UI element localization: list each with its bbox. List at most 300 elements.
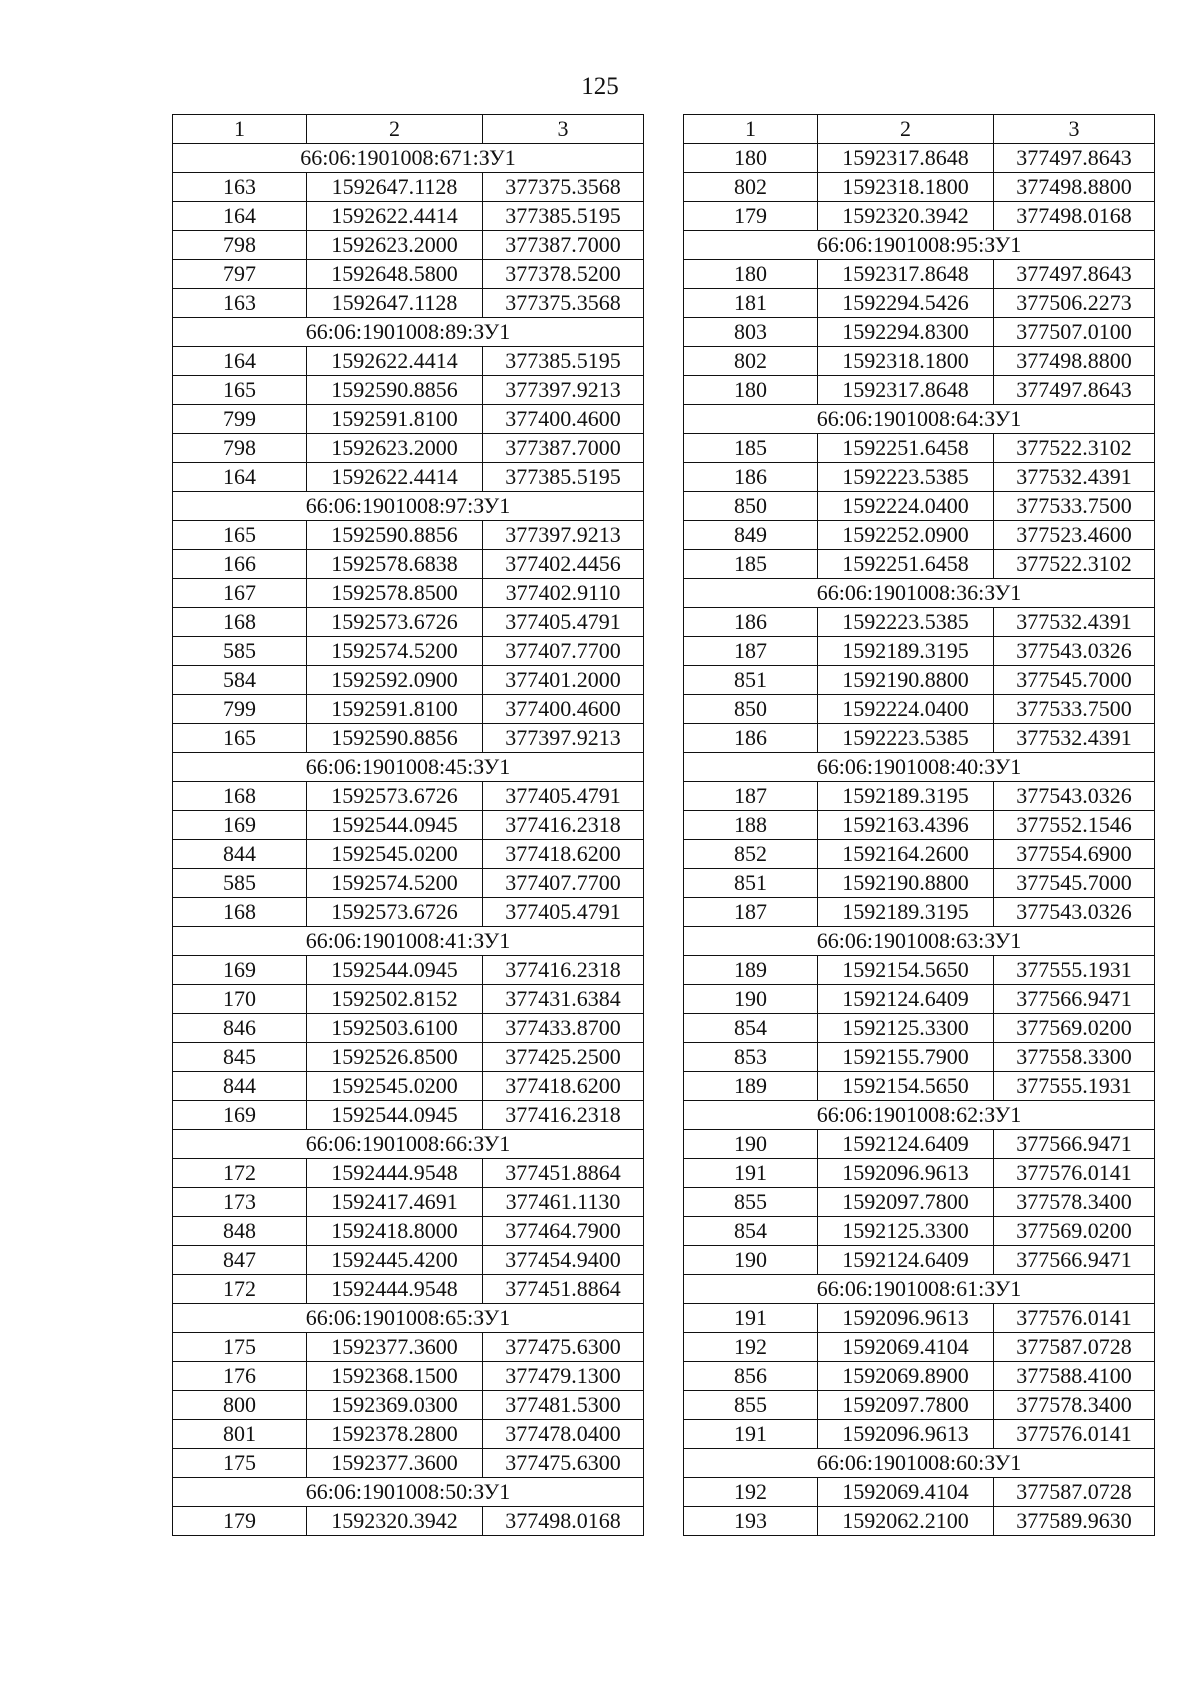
x-coordinate-cell: 1592648.5800 — [307, 260, 483, 289]
y-coordinate-cell: 377385.5195 — [483, 463, 644, 492]
table-row — [173, 405, 644, 434]
point-number-cell: 797 — [173, 260, 307, 289]
point-number-cell: 798 — [173, 434, 307, 463]
y-coordinate-cell: 377569.0200 — [994, 1217, 1155, 1246]
x-coordinate-cell: 1592124.6409 — [818, 1246, 994, 1275]
point-number-cell: 189 — [684, 1072, 818, 1101]
point-number-cell: 164 — [173, 347, 307, 376]
y-coordinate-cell: 377532.4391 — [994, 724, 1155, 753]
x-coordinate-cell: 1592224.0400 — [818, 695, 994, 724]
point-number-cell: 193 — [684, 1507, 818, 1536]
point-number-cell: 849 — [684, 521, 818, 550]
point-number-cell: 175 — [173, 1449, 307, 1478]
table-row — [684, 202, 1155, 231]
point-number-cell: 850 — [684, 695, 818, 724]
y-coordinate-cell: 377478.0400 — [483, 1420, 644, 1449]
point-number-cell: 798 — [173, 231, 307, 260]
y-coordinate-cell: 377555.1931 — [994, 1072, 1155, 1101]
parcel-id-cell: 66:06:1901008:45:ЗУ1 — [173, 753, 644, 782]
x-coordinate-cell: 1592622.4414 — [307, 463, 483, 492]
y-coordinate-cell: 377454.9400 — [483, 1246, 644, 1275]
x-coordinate-cell: 1592573.6726 — [307, 782, 483, 811]
x-coordinate-cell: 1592223.5385 — [818, 724, 994, 753]
point-number-cell: 844 — [173, 840, 307, 869]
point-number-cell: 190 — [684, 1130, 818, 1159]
x-coordinate-cell: 1592573.6726 — [307, 898, 483, 927]
column-header: 1 — [173, 115, 307, 144]
point-number-cell: 855 — [684, 1391, 818, 1420]
y-coordinate-cell: 377497.8643 — [994, 260, 1155, 289]
parcel-id-cell: 66:06:1901008:89:ЗУ1 — [173, 318, 644, 347]
table-row — [173, 1391, 644, 1420]
x-coordinate-cell: 1592526.8500 — [307, 1043, 483, 1072]
x-coordinate-cell: 1592544.0945 — [307, 1101, 483, 1130]
x-coordinate-cell: 1592223.5385 — [818, 608, 994, 637]
table-row — [684, 1333, 1155, 1362]
point-number-cell: 168 — [173, 898, 307, 927]
x-coordinate-cell: 1592164.2600 — [818, 840, 994, 869]
column-header: 3 — [994, 115, 1155, 144]
x-coordinate-cell: 1592378.2800 — [307, 1420, 483, 1449]
point-number-cell: 163 — [173, 289, 307, 318]
y-coordinate-cell: 377532.4391 — [994, 608, 1155, 637]
x-coordinate-cell: 1592444.9548 — [307, 1275, 483, 1304]
x-coordinate-cell: 1592163.4396 — [818, 811, 994, 840]
x-coordinate-cell: 1592097.7800 — [818, 1188, 994, 1217]
parcel-id-cell: 66:06:1901008:63:ЗУ1 — [684, 927, 1155, 956]
parcel-id-cell: 66:06:1901008:61:ЗУ1 — [684, 1275, 1155, 1304]
table-row — [684, 260, 1155, 289]
table-row — [684, 637, 1155, 666]
y-coordinate-cell: 377400.4600 — [483, 695, 644, 724]
x-coordinate-cell: 1592124.6409 — [818, 1130, 994, 1159]
y-coordinate-cell: 377533.7500 — [994, 695, 1155, 724]
table-row — [684, 463, 1155, 492]
section-row — [173, 318, 644, 347]
y-coordinate-cell: 377407.7700 — [483, 637, 644, 666]
point-number-cell: 176 — [173, 1362, 307, 1391]
table-row — [173, 434, 644, 463]
y-coordinate-cell: 377498.8800 — [994, 173, 1155, 202]
x-coordinate-cell: 1592444.9548 — [307, 1159, 483, 1188]
point-number-cell: 187 — [684, 782, 818, 811]
parcel-id-cell: 66:06:1901008:95:ЗУ1 — [684, 231, 1155, 260]
y-coordinate-cell: 377479.1300 — [483, 1362, 644, 1391]
x-coordinate-cell: 1592368.1500 — [307, 1362, 483, 1391]
table-row — [684, 956, 1155, 985]
point-number-cell: 169 — [173, 1101, 307, 1130]
x-coordinate-cell: 1592578.6838 — [307, 550, 483, 579]
parcel-id-cell: 66:06:1901008:40:ЗУ1 — [684, 753, 1155, 782]
table-row — [173, 637, 644, 666]
section-row — [173, 1478, 644, 1507]
section-row — [684, 927, 1155, 956]
point-number-cell: 192 — [684, 1478, 818, 1507]
x-coordinate-cell: 1592062.2100 — [818, 1507, 994, 1536]
point-number-cell: 180 — [684, 144, 818, 173]
point-number-cell: 802 — [684, 173, 818, 202]
point-number-cell: 185 — [684, 434, 818, 463]
table-row — [684, 782, 1155, 811]
table-row — [173, 1101, 644, 1130]
table-row — [173, 985, 644, 1014]
point-number-cell: 166 — [173, 550, 307, 579]
x-coordinate-cell: 1592189.3195 — [818, 637, 994, 666]
table-row — [173, 1043, 644, 1072]
point-number-cell: 855 — [684, 1188, 818, 1217]
point-number-cell: 169 — [173, 956, 307, 985]
table-row — [173, 898, 644, 927]
point-number-cell: 848 — [173, 1217, 307, 1246]
column-header: 1 — [684, 115, 818, 144]
point-number-cell: 851 — [684, 666, 818, 695]
x-coordinate-cell: 1592251.6458 — [818, 550, 994, 579]
point-number-cell: 799 — [173, 405, 307, 434]
page-number: 125 — [581, 73, 619, 100]
table-row — [173, 347, 644, 376]
y-coordinate-cell: 377507.0100 — [994, 318, 1155, 347]
y-coordinate-cell: 377481.5300 — [483, 1391, 644, 1420]
point-number-cell: 190 — [684, 1246, 818, 1275]
y-coordinate-cell: 377385.5195 — [483, 202, 644, 231]
table-row — [173, 1449, 644, 1478]
point-number-cell: 186 — [684, 724, 818, 753]
point-number-cell: 187 — [684, 637, 818, 666]
section-row — [684, 579, 1155, 608]
table-row — [173, 695, 644, 724]
x-coordinate-cell: 1592125.3300 — [818, 1014, 994, 1043]
x-coordinate-cell: 1592622.4414 — [307, 347, 483, 376]
y-coordinate-cell: 377522.3102 — [994, 434, 1155, 463]
point-number-cell: 172 — [173, 1159, 307, 1188]
table-row — [684, 985, 1155, 1014]
y-coordinate-cell: 377587.0728 — [994, 1478, 1155, 1507]
table-row — [684, 724, 1155, 753]
parcel-id-cell: 66:06:1901008:64:ЗУ1 — [684, 405, 1155, 434]
y-coordinate-cell: 377523.4600 — [994, 521, 1155, 550]
header-row — [173, 115, 644, 144]
parcel-id-cell: 66:06:1901008:36:ЗУ1 — [684, 579, 1155, 608]
y-coordinate-cell: 377405.4791 — [483, 608, 644, 637]
x-coordinate-cell: 1592097.7800 — [818, 1391, 994, 1420]
y-coordinate-cell: 377475.6300 — [483, 1333, 644, 1362]
table-row — [173, 724, 644, 753]
y-coordinate-cell: 377400.4600 — [483, 405, 644, 434]
y-coordinate-cell: 377543.0326 — [994, 637, 1155, 666]
point-number-cell: 192 — [684, 1333, 818, 1362]
section-row — [173, 1130, 644, 1159]
table-row — [684, 608, 1155, 637]
x-coordinate-cell: 1592502.8152 — [307, 985, 483, 1014]
x-coordinate-cell: 1592224.0400 — [818, 492, 994, 521]
section-row — [173, 492, 644, 521]
point-number-cell: 187 — [684, 898, 818, 927]
y-coordinate-cell: 377402.9110 — [483, 579, 644, 608]
table-row — [173, 1072, 644, 1101]
parcel-id-cell: 66:06:1901008:66:ЗУ1 — [173, 1130, 644, 1159]
table-row — [684, 1362, 1155, 1391]
x-coordinate-cell: 1592544.0945 — [307, 956, 483, 985]
section-row — [173, 144, 644, 173]
table-row — [684, 144, 1155, 173]
table-row — [173, 1333, 644, 1362]
y-coordinate-cell: 377589.9630 — [994, 1507, 1155, 1536]
y-coordinate-cell: 377397.9213 — [483, 724, 644, 753]
y-coordinate-cell: 377431.6384 — [483, 985, 644, 1014]
table-row — [684, 1130, 1155, 1159]
x-coordinate-cell: 1592096.9613 — [818, 1420, 994, 1449]
x-coordinate-cell: 1592590.8856 — [307, 376, 483, 405]
point-number-cell: 800 — [173, 1391, 307, 1420]
point-number-cell: 164 — [173, 202, 307, 231]
y-coordinate-cell: 377576.0141 — [994, 1304, 1155, 1333]
x-coordinate-cell: 1592544.0945 — [307, 811, 483, 840]
x-coordinate-cell: 1592190.8800 — [818, 869, 994, 898]
point-number-cell: 191 — [684, 1304, 818, 1333]
table-row — [684, 492, 1155, 521]
table-row — [684, 840, 1155, 869]
parcel-id-cell: 66:06:1901008:62:ЗУ1 — [684, 1101, 1155, 1130]
point-number-cell: 180 — [684, 376, 818, 405]
point-number-cell: 179 — [173, 1507, 307, 1536]
x-coordinate-cell: 1592096.9613 — [818, 1159, 994, 1188]
y-coordinate-cell: 377397.9213 — [483, 521, 644, 550]
table-row — [684, 1043, 1155, 1072]
table-row — [684, 869, 1155, 898]
point-number-cell: 175 — [173, 1333, 307, 1362]
point-number-cell: 854 — [684, 1217, 818, 1246]
x-coordinate-cell: 1592189.3195 — [818, 898, 994, 927]
table-row — [684, 1304, 1155, 1333]
y-coordinate-cell: 377532.4391 — [994, 463, 1155, 492]
point-number-cell: 181 — [684, 289, 818, 318]
table-row — [173, 782, 644, 811]
point-number-cell: 803 — [684, 318, 818, 347]
y-coordinate-cell: 377416.2318 — [483, 1101, 644, 1130]
table-row — [173, 840, 644, 869]
y-coordinate-cell: 377401.2000 — [483, 666, 644, 695]
x-coordinate-cell: 1592591.8100 — [307, 405, 483, 434]
y-coordinate-cell: 377418.6200 — [483, 1072, 644, 1101]
x-coordinate-cell: 1592623.2000 — [307, 231, 483, 260]
point-number-cell: 851 — [684, 869, 818, 898]
y-coordinate-cell: 377566.9471 — [994, 1246, 1155, 1275]
x-coordinate-cell: 1592069.8900 — [818, 1362, 994, 1391]
table-row — [173, 289, 644, 318]
point-number-cell: 189 — [684, 956, 818, 985]
y-coordinate-cell: 377576.0141 — [994, 1159, 1155, 1188]
table-row — [684, 1420, 1155, 1449]
x-coordinate-cell: 1592591.8100 — [307, 695, 483, 724]
x-coordinate-cell: 1592590.8856 — [307, 521, 483, 550]
table-row — [173, 1275, 644, 1304]
x-coordinate-cell: 1592251.6458 — [818, 434, 994, 463]
y-coordinate-cell: 377566.9471 — [994, 1130, 1155, 1159]
x-coordinate-cell: 1592125.3300 — [818, 1217, 994, 1246]
x-coordinate-cell: 1592069.4104 — [818, 1333, 994, 1362]
y-coordinate-cell: 377576.0141 — [994, 1420, 1155, 1449]
table-row — [173, 231, 644, 260]
y-coordinate-cell: 377405.4791 — [483, 898, 644, 927]
table-row — [173, 1188, 644, 1217]
y-coordinate-cell: 377555.1931 — [994, 956, 1155, 985]
y-coordinate-cell: 377385.5195 — [483, 347, 644, 376]
point-number-cell: 188 — [684, 811, 818, 840]
point-number-cell: 846 — [173, 1014, 307, 1043]
point-number-cell: 801 — [173, 1420, 307, 1449]
y-coordinate-cell: 377416.2318 — [483, 956, 644, 985]
x-coordinate-cell: 1592124.6409 — [818, 985, 994, 1014]
point-number-cell: 173 — [173, 1188, 307, 1217]
point-number-cell: 802 — [684, 347, 818, 376]
table-row — [684, 347, 1155, 376]
point-number-cell: 165 — [173, 521, 307, 550]
table-row — [684, 1072, 1155, 1101]
x-coordinate-cell: 1592623.2000 — [307, 434, 483, 463]
y-coordinate-cell: 377522.3102 — [994, 550, 1155, 579]
x-coordinate-cell: 1592445.4200 — [307, 1246, 483, 1275]
section-row — [684, 753, 1155, 782]
y-coordinate-cell: 377554.6900 — [994, 840, 1155, 869]
point-number-cell: 844 — [173, 1072, 307, 1101]
x-coordinate-cell: 1592573.6726 — [307, 608, 483, 637]
section-row — [173, 1304, 644, 1333]
y-coordinate-cell: 377552.1546 — [994, 811, 1155, 840]
table-row — [173, 1420, 644, 1449]
table-row — [173, 579, 644, 608]
point-number-cell: 853 — [684, 1043, 818, 1072]
table-row — [684, 695, 1155, 724]
y-coordinate-cell: 377545.7000 — [994, 869, 1155, 898]
x-coordinate-cell: 1592069.4104 — [818, 1478, 994, 1507]
y-coordinate-cell: 377387.7000 — [483, 231, 644, 260]
section-row — [684, 231, 1155, 260]
section-row — [173, 753, 644, 782]
table-row — [173, 811, 644, 840]
point-number-cell: 854 — [684, 1014, 818, 1043]
table-row — [684, 898, 1155, 927]
point-number-cell: 185 — [684, 550, 818, 579]
x-coordinate-cell: 1592317.8648 — [818, 376, 994, 405]
y-coordinate-cell: 377566.9471 — [994, 985, 1155, 1014]
y-coordinate-cell: 377497.8643 — [994, 144, 1155, 173]
x-coordinate-cell: 1592318.1800 — [818, 347, 994, 376]
y-coordinate-cell: 377498.0168 — [994, 202, 1155, 231]
y-coordinate-cell: 377545.7000 — [994, 666, 1155, 695]
x-coordinate-cell: 1592096.9613 — [818, 1304, 994, 1333]
y-coordinate-cell: 377569.0200 — [994, 1014, 1155, 1043]
table-row — [173, 956, 644, 985]
y-coordinate-cell: 377464.7900 — [483, 1217, 644, 1246]
y-coordinate-cell: 377425.2500 — [483, 1043, 644, 1072]
y-coordinate-cell: 377418.6200 — [483, 840, 644, 869]
x-coordinate-cell: 1592155.7900 — [818, 1043, 994, 1072]
point-number-cell: 168 — [173, 782, 307, 811]
y-coordinate-cell: 377578.3400 — [994, 1391, 1155, 1420]
y-coordinate-cell: 377397.9213 — [483, 376, 644, 405]
table-row — [173, 1362, 644, 1391]
point-number-cell: 186 — [684, 608, 818, 637]
table-row — [684, 318, 1155, 347]
parcel-id-cell: 66:06:1901008:97:ЗУ1 — [173, 492, 644, 521]
y-coordinate-cell: 377498.0168 — [483, 1507, 644, 1536]
x-coordinate-cell: 1592545.0200 — [307, 1072, 483, 1101]
table-row — [684, 1478, 1155, 1507]
point-number-cell: 845 — [173, 1043, 307, 1072]
table-row — [684, 1507, 1155, 1536]
table-row — [173, 869, 644, 898]
x-coordinate-cell: 1592574.5200 — [307, 637, 483, 666]
point-number-cell: 191 — [684, 1420, 818, 1449]
section-row — [173, 927, 644, 956]
point-number-cell: 180 — [684, 260, 818, 289]
table-row — [684, 1391, 1155, 1420]
y-coordinate-cell: 377405.4791 — [483, 782, 644, 811]
point-number-cell: 170 — [173, 985, 307, 1014]
x-coordinate-cell: 1592189.3195 — [818, 782, 994, 811]
parcel-id-cell: 66:06:1901008:41:ЗУ1 — [173, 927, 644, 956]
y-coordinate-cell: 377587.0728 — [994, 1333, 1155, 1362]
x-coordinate-cell: 1592154.5650 — [818, 956, 994, 985]
parcel-id-cell: 66:06:1901008:50:ЗУ1 — [173, 1478, 644, 1507]
x-coordinate-cell: 1592503.6100 — [307, 1014, 483, 1043]
x-coordinate-cell: 1592418.8000 — [307, 1217, 483, 1246]
point-number-cell: 167 — [173, 579, 307, 608]
table-row — [173, 521, 644, 550]
x-coordinate-cell: 1592417.4691 — [307, 1188, 483, 1217]
section-row — [684, 1101, 1155, 1130]
column-header: 2 — [307, 115, 483, 144]
table-row — [173, 1014, 644, 1043]
point-number-cell: 850 — [684, 492, 818, 521]
y-coordinate-cell: 377497.8643 — [994, 376, 1155, 405]
y-coordinate-cell: 377433.8700 — [483, 1014, 644, 1043]
x-coordinate-cell: 1592377.3600 — [307, 1449, 483, 1478]
table-row — [173, 608, 644, 637]
table-row — [684, 1188, 1155, 1217]
point-number-cell: 168 — [173, 608, 307, 637]
table-row — [173, 260, 644, 289]
y-coordinate-cell: 377558.3300 — [994, 1043, 1155, 1072]
point-number-cell: 172 — [173, 1275, 307, 1304]
x-coordinate-cell: 1592190.8800 — [818, 666, 994, 695]
section-row — [684, 1449, 1155, 1478]
point-number-cell: 585 — [173, 869, 307, 898]
point-number-cell: 585 — [173, 637, 307, 666]
point-number-cell: 186 — [684, 463, 818, 492]
table-row — [684, 1217, 1155, 1246]
point-number-cell: 163 — [173, 173, 307, 202]
x-coordinate-cell: 1592317.8648 — [818, 260, 994, 289]
section-row — [684, 1275, 1155, 1304]
x-coordinate-cell: 1592578.8500 — [307, 579, 483, 608]
x-coordinate-cell: 1592294.5426 — [818, 289, 994, 318]
x-coordinate-cell: 1592320.3942 — [818, 202, 994, 231]
point-number-cell: 169 — [173, 811, 307, 840]
table-row — [173, 666, 644, 695]
point-number-cell: 584 — [173, 666, 307, 695]
point-number-cell: 847 — [173, 1246, 307, 1275]
x-coordinate-cell: 1592317.8648 — [818, 144, 994, 173]
point-number-cell: 191 — [684, 1159, 818, 1188]
table-row — [173, 173, 644, 202]
point-number-cell: 852 — [684, 840, 818, 869]
y-coordinate-cell: 377387.7000 — [483, 434, 644, 463]
x-coordinate-cell: 1592592.0900 — [307, 666, 483, 695]
table-row — [173, 1246, 644, 1275]
x-coordinate-cell: 1592252.0900 — [818, 521, 994, 550]
table-row — [684, 811, 1155, 840]
